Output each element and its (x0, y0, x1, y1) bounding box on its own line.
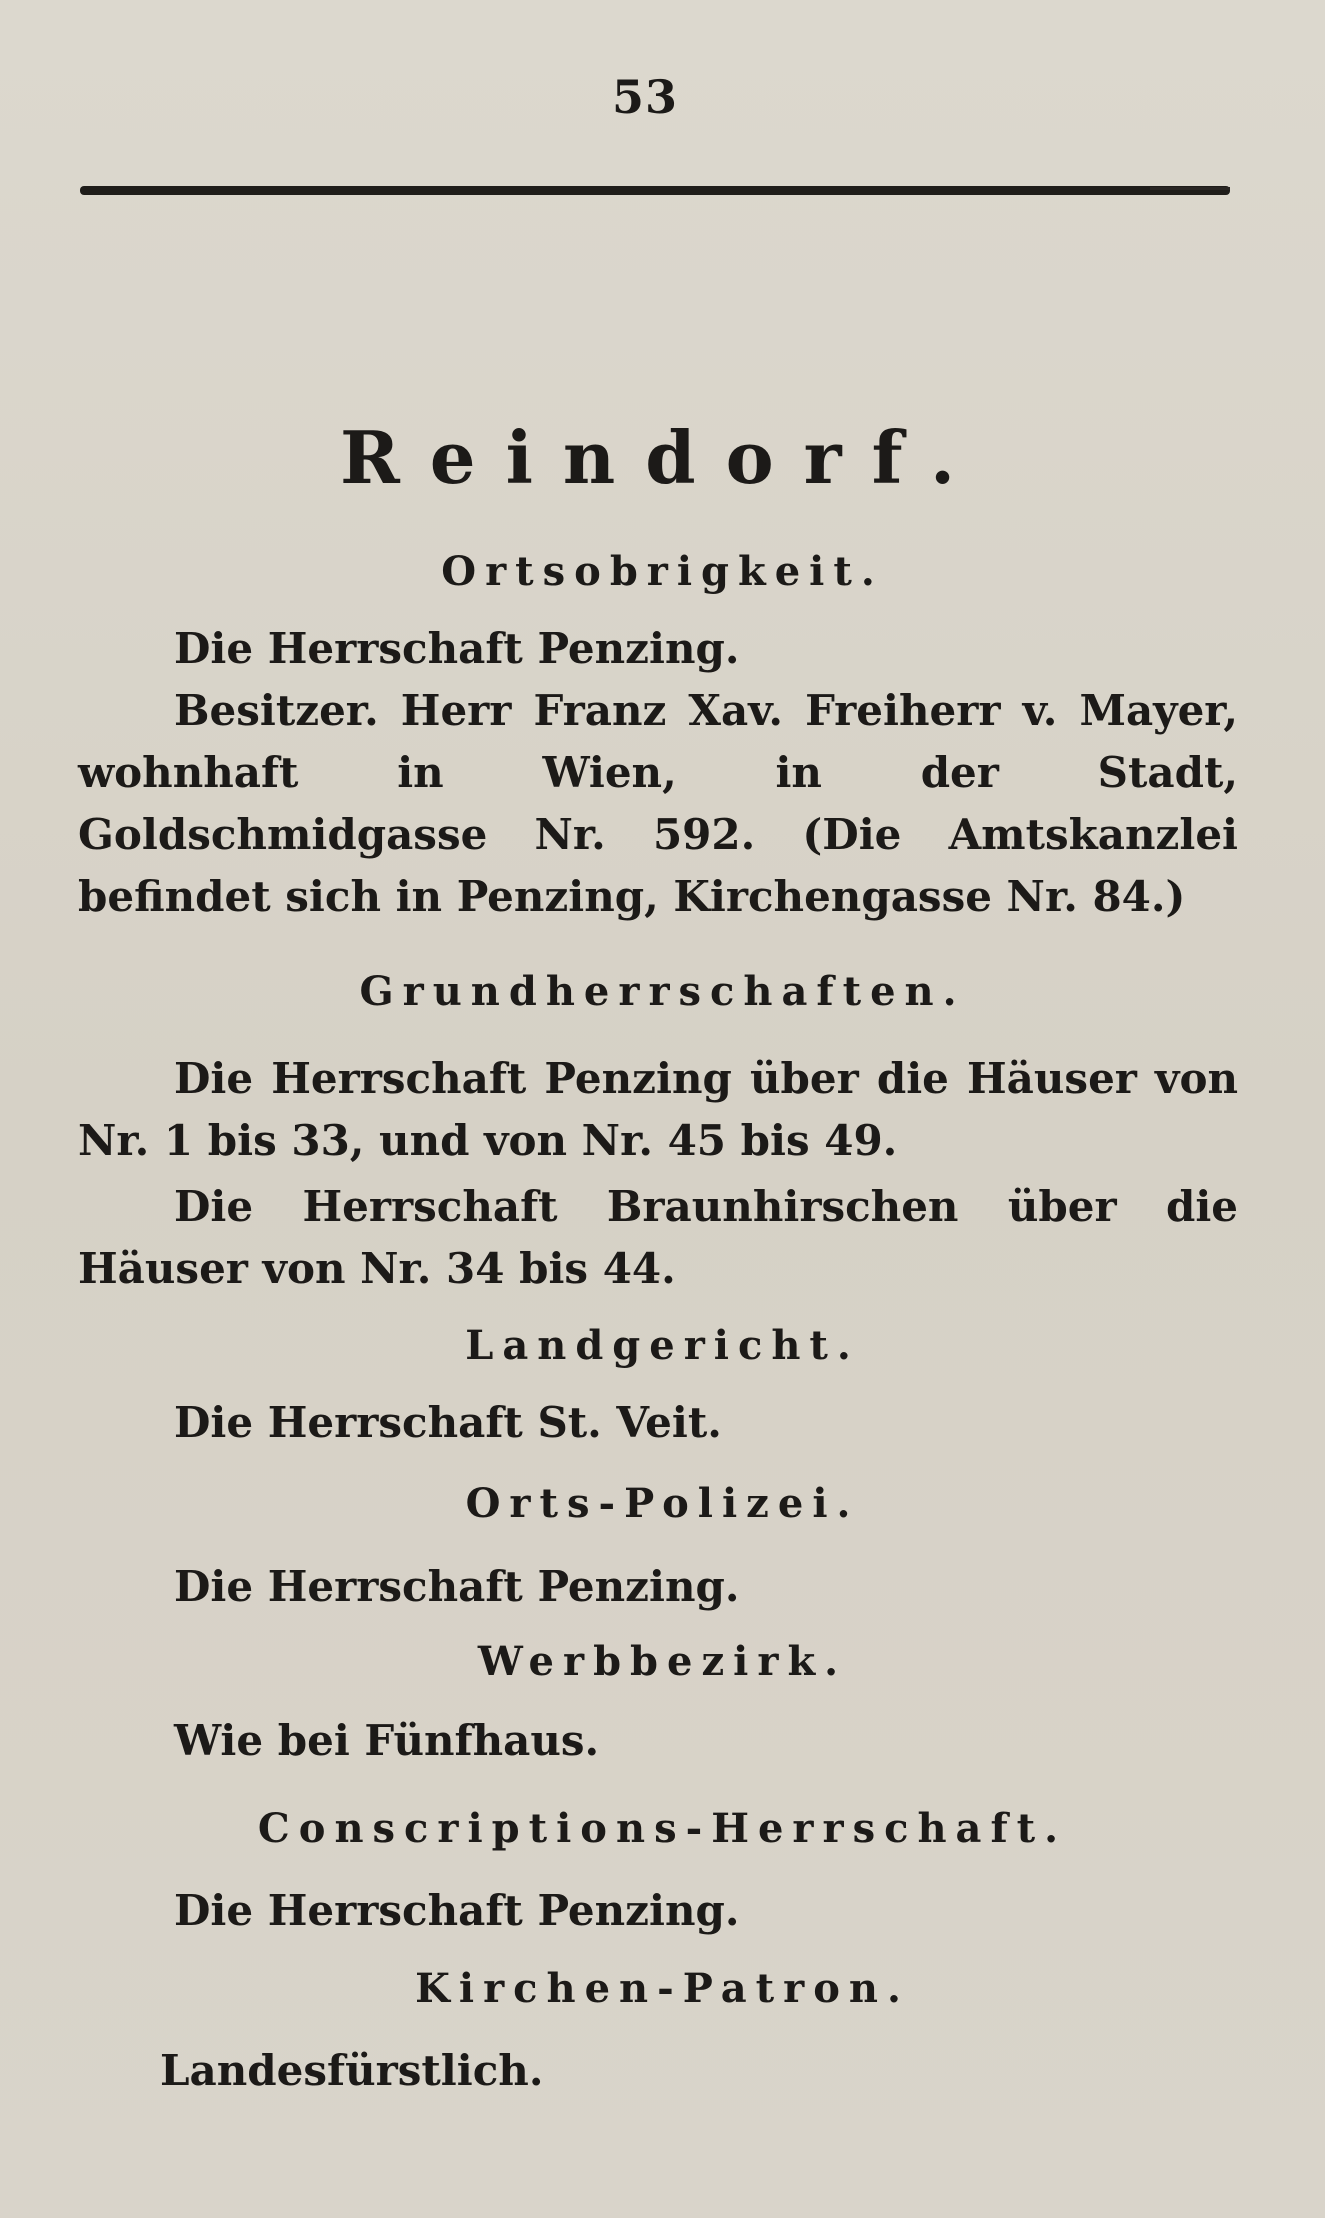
section-heading-werbbezirk: Werbbezirk. (477, 1638, 848, 1685)
section-heading-grundherrschaften: Grundherrschaften. (359, 968, 966, 1015)
ortsobrigkeit-owner: Besitzer. Herr Franz Xav. Freiherr v. Mayer, wohnhaft in Wien, in der Stadt, Goldschmidgasse Nr. 592. (Die Amtskanzlei befindet sich in Penzing, Kirchengasse Nr. 84.) (78, 686, 1238, 921)
header-rule-end (1150, 187, 1230, 190)
page-number: 53 (611, 70, 678, 124)
section-heading-ortsobrigkeit: Ortsobrigkeit. (441, 548, 884, 595)
grundherrschaften-entry-1: Die Herrschaft Penzing über die Häuser von Nr. 1 bis 33, und von Nr. 45 bis 49. (78, 1054, 1238, 1165)
ortspolizei-entry: Die Herrschaft Penzing. (174, 1562, 740, 1611)
kirchenpatron-entry: Landesfürstlich. (160, 2046, 544, 2095)
grundherrschaften-entry-2: Die Herrschaft Braunhirschen über die Häuser von Nr. 34 bis 44. (78, 1182, 1238, 1293)
conscription-entry: Die Herrschaft Penzing. (174, 1886, 740, 1935)
section-heading-conscription: Conscriptions-Herrschaft. (257, 1805, 1068, 1852)
section-heading-kirchenpatron: Kirchen-Patron. (415, 1965, 910, 2012)
section-heading-landgericht: Landgericht. (465, 1322, 860, 1369)
page-title: Reindorf. (339, 415, 986, 500)
landgericht-entry: Die Herrschaft St. Veit. (174, 1398, 722, 1447)
werbbezirk-entry: Wie bei Fünfhaus. (174, 1716, 600, 1765)
ortsobrigkeit-authority: Die Herrschaft Penzing. (174, 624, 740, 673)
section-heading-ortspolizei: Orts-Polizei. (465, 1480, 860, 1527)
header-rule (80, 186, 1230, 195)
